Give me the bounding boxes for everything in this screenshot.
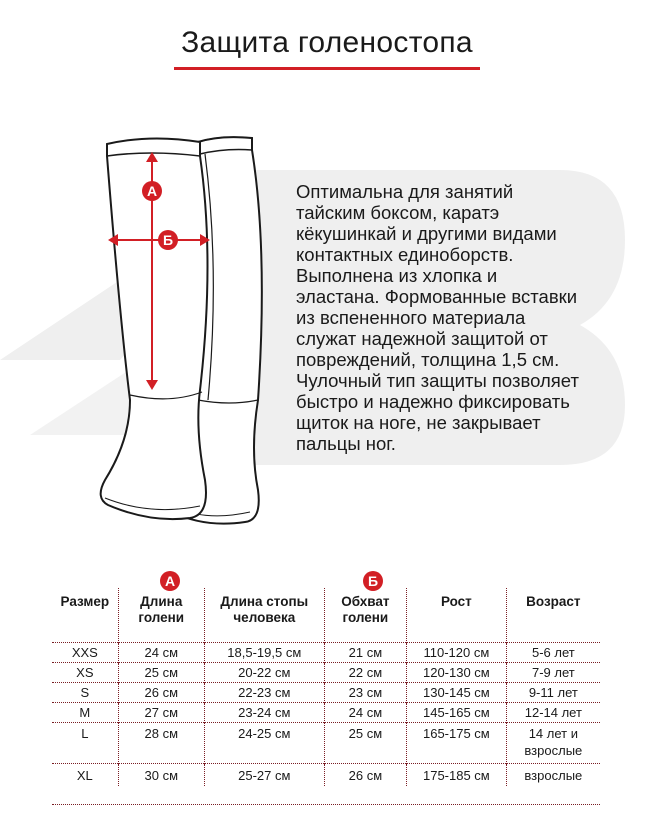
cell-foot-length: 23-24 см xyxy=(204,703,324,723)
title-underline xyxy=(174,67,480,70)
cell-height: 165-175 см xyxy=(407,723,507,764)
cell-age: 12-14 лет xyxy=(506,703,600,723)
cell-shin-girth: 26 см xyxy=(324,764,406,787)
cell-size: XS xyxy=(52,663,118,683)
product-description: Оптимальна для занятий тайским боксом, каратэ кёкушинкай и другими видами контактных единоборств. Выполнена из хлопка и эластана. Формованные вставки из вспененного материала служат надежной защитой от повреждений, толщина 1,5 см. Чулочный тип защиты позволяет быстро и надежно фиксировать щиток на ноге, не закрывает пальцы ног. xyxy=(296,181,579,454)
table-marker-a: А xyxy=(160,571,180,591)
cell-foot-length: 25-27 см xyxy=(204,764,324,787)
cell-size: L xyxy=(52,723,118,764)
cell-age: взрослые xyxy=(506,764,600,787)
cell-size: XXS xyxy=(52,643,118,663)
header-foot-length: Длина стопы человека xyxy=(204,588,324,643)
cell-shin-length: 26 см xyxy=(118,683,204,703)
cell-shin-girth: 24 см xyxy=(324,703,406,723)
cell-foot-length: 22-23 см xyxy=(204,683,324,703)
cell-height: 110-120 см xyxy=(407,643,507,663)
shin-guard-illustration xyxy=(90,120,290,540)
cell-age: 5-6 лет xyxy=(506,643,600,663)
table-bottom-border xyxy=(52,804,600,805)
size-table xyxy=(52,588,600,786)
cell-shin-length: 30 см xyxy=(118,764,204,787)
table-row xyxy=(52,764,600,787)
cell-shin-girth: 25 см xyxy=(324,723,406,764)
marker-b-shin-girth: Б xyxy=(158,230,178,250)
cell-shin-length: 25 см xyxy=(118,663,204,683)
cell-foot-length: 24-25 см xyxy=(204,723,324,764)
cell-height: 175-185 см xyxy=(407,764,507,787)
cell-size: S xyxy=(52,683,118,703)
cell-shin-girth: 23 см xyxy=(324,683,406,703)
header-height: Рост xyxy=(407,588,507,643)
table-row xyxy=(52,663,600,683)
cell-foot-length: 18,5-19,5 см xyxy=(204,643,324,663)
cell-age: 14 лет и взрослые xyxy=(506,723,600,764)
cell-size: M xyxy=(52,703,118,723)
cell-height: 130-145 см xyxy=(407,683,507,703)
cell-age: 7-9 лет xyxy=(506,663,600,683)
header-shin-length: Длина голени xyxy=(118,588,204,643)
cell-height: 120-130 см xyxy=(407,663,507,683)
cell-shin-length: 24 см xyxy=(118,643,204,663)
header-age: Возраст xyxy=(506,588,600,643)
table-row xyxy=(52,683,600,703)
cell-shin-length: 27 см xyxy=(118,703,204,723)
table-row xyxy=(52,643,600,663)
cell-age: 9-11 лет xyxy=(506,683,600,703)
marker-a-shin-length: А xyxy=(142,181,162,201)
header-shin-girth: Обхват голени xyxy=(324,588,406,643)
table-marker-b: Б xyxy=(363,571,383,591)
table-row xyxy=(52,723,600,764)
cell-shin-girth: 21 см xyxy=(324,643,406,663)
cell-size: XL xyxy=(52,764,118,787)
cell-height: 145-165 см xyxy=(407,703,507,723)
cell-foot-length: 20-22 см xyxy=(204,663,324,683)
cell-shin-length: 28 см xyxy=(118,723,204,764)
table-row xyxy=(52,703,600,723)
header-size: Размер xyxy=(60,594,110,609)
cell-shin-girth: 22 см xyxy=(324,663,406,683)
page-title: Защита голеностопа xyxy=(181,26,473,59)
